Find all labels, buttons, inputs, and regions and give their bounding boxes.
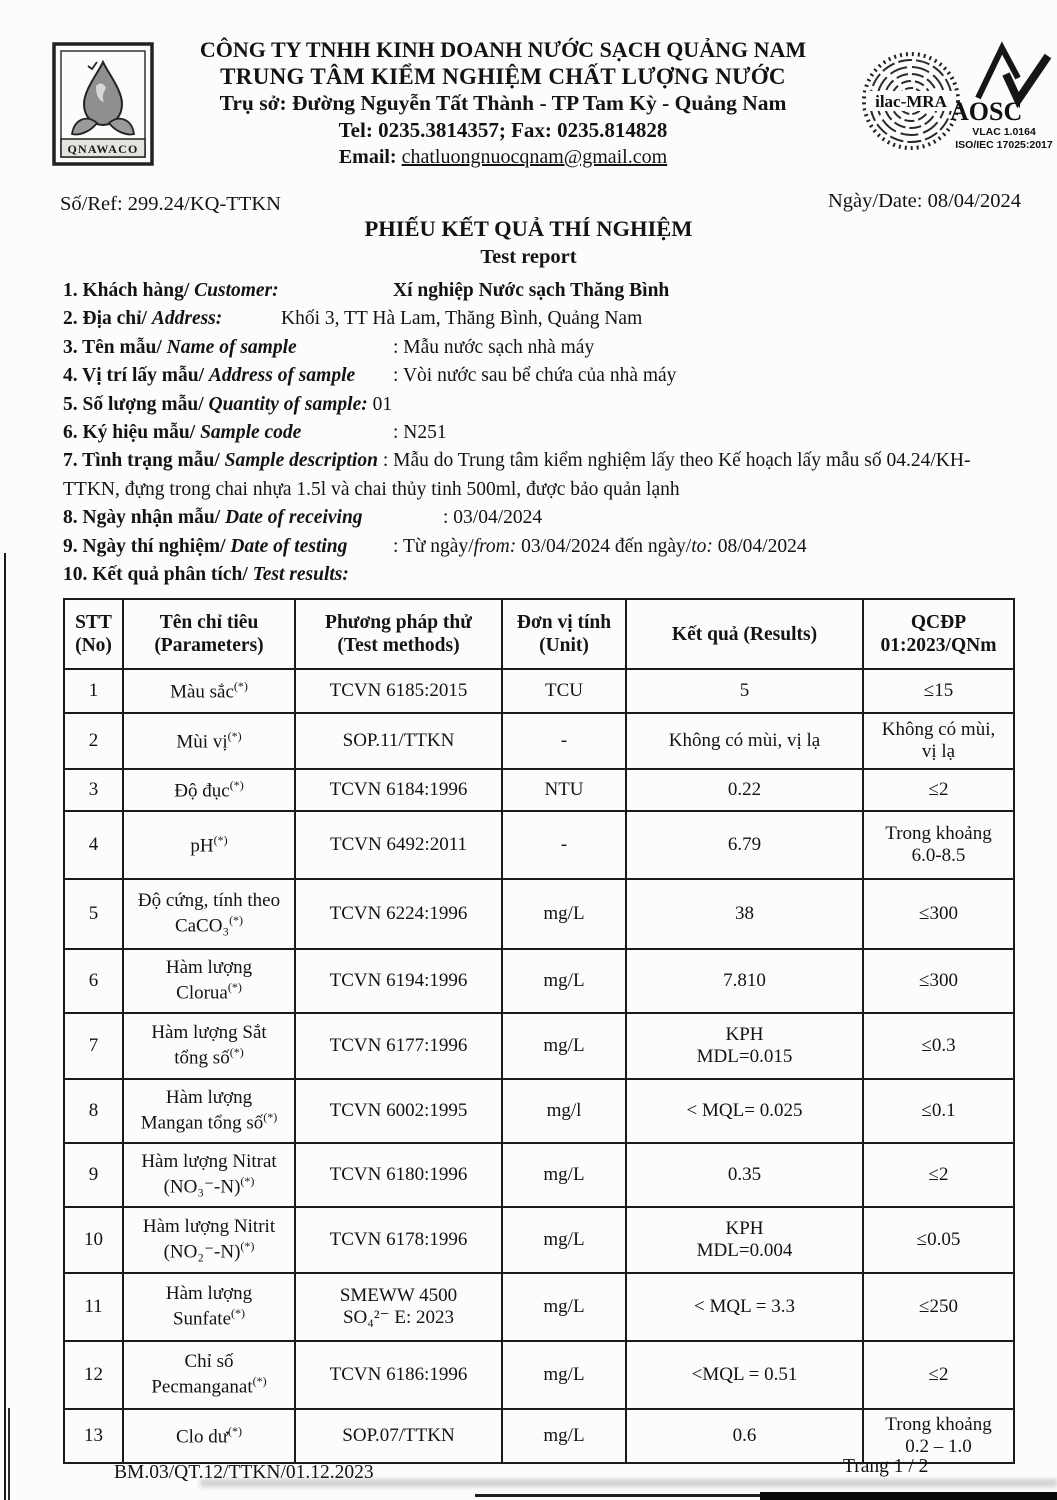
- cell-no: 3: [64, 769, 123, 811]
- cell-result: 6.79: [626, 811, 863, 879]
- document-subtitle: Test report: [480, 246, 577, 268]
- letterhead: [150, 36, 856, 171]
- col-header-unit: Đơn vị tính (Unit): [502, 599, 626, 669]
- table-row: [64, 879, 1014, 949]
- info-label: 9. Ngày thí nghiệm/: [63, 535, 226, 557]
- form-code: BM.03/QT.12/TTKN/01.12.2023: [114, 1462, 374, 1483]
- table-row: [64, 1079, 1014, 1143]
- cell-unit: -: [502, 811, 626, 879]
- table-row: [64, 669, 1014, 713]
- results-table: [63, 598, 1015, 1464]
- table-row: [64, 1013, 1014, 1079]
- col-header-parameters: Tên chỉ tiêu (Parameters): [123, 599, 295, 669]
- qnawaco-logo: [52, 42, 154, 171]
- cell-unit: mg/L: [502, 1143, 626, 1207]
- table-row: [64, 1409, 1014, 1463]
- info-item-test-results: [63, 561, 1015, 589]
- cell-no: 1: [64, 669, 123, 713]
- info-label: 4. Vị trí lấy mẫu/: [63, 365, 205, 387]
- info-item-date-testing: 9. Ngày thí nghiệm/ Date of testing : Từ ngày/from: 03/04/2024 đến ngày/to: 08/04/2024: [63, 535, 807, 557]
- cell-no: 9: [64, 1143, 123, 1207]
- cell-limit: ≤2: [863, 769, 1014, 811]
- table-row: [64, 1273, 1014, 1341]
- scan-smudge: [200, 1479, 1057, 1487]
- cell-limit: Trong khoảng 0.2 – 1.0: [863, 1409, 1014, 1463]
- cell-result: 38: [626, 879, 863, 949]
- cell-method: TCVN 6180:1996: [295, 1143, 502, 1207]
- cell-parameter: Hàm lượng Nitrit (NO₂⁻-N)(*): [123, 1207, 295, 1273]
- date-receiving-value: : 03/04/2024: [443, 507, 543, 529]
- cell-no: 2: [64, 713, 123, 769]
- email-address: chatluongnuocqnam@gmail.com: [401, 146, 668, 168]
- col-header-limit: QCĐP 01:2023/QNm: [863, 599, 1014, 669]
- info-label-en: Date of receiving: [225, 507, 363, 529]
- scan-edge-line: [4, 553, 6, 1500]
- cell-parameter: pH(*): [123, 811, 295, 879]
- left-hand-icon: [72, 119, 97, 135]
- cell-unit: NTU: [502, 769, 626, 811]
- cell-unit: TCU: [502, 669, 626, 713]
- info-label: 7. Tình trạng mẫu/: [63, 450, 220, 472]
- report-date: Ngày/Date: 08/04/2024: [827, 190, 1021, 212]
- cell-method: TCVN 6492:2011: [295, 811, 502, 879]
- cell-result: 0.35: [626, 1143, 863, 1207]
- cell-method: TCVN 6178:1996: [295, 1207, 502, 1273]
- cell-result: 7.810: [626, 949, 863, 1013]
- cell-result: < MQL= 0.025: [626, 1079, 863, 1143]
- cell-limit: ≤0.3: [863, 1013, 1014, 1079]
- cell-unit: mg/L: [502, 949, 626, 1013]
- email-line: [150, 144, 856, 171]
- tel-fax-line: Tel: 0235.3814357; Fax: 0235.814828: [338, 118, 668, 142]
- info-label-en: Address:: [151, 308, 223, 330]
- info-label-en: Quantity of sample:: [208, 393, 368, 415]
- cell-limit: Trong khoảng 6.0-8.5: [863, 811, 1014, 879]
- cell-parameter: Mùi vị(*): [123, 713, 295, 769]
- info-item-date-receiving: [63, 504, 1015, 532]
- aosc-cert-2: ISO/IEC 17025:2017: [955, 139, 1053, 151]
- cell-unit: -: [502, 713, 626, 769]
- cell-method: SOP.07/TTKN: [295, 1409, 502, 1463]
- cell-unit: mg/L: [502, 1207, 626, 1273]
- info-label: 1. Khách hàng/: [63, 280, 190, 301]
- info-label: 3. Tên mẫu/: [63, 336, 162, 358]
- cell-limit: ≤2: [863, 1143, 1014, 1207]
- cell-unit: mg/L: [502, 1013, 626, 1079]
- sample-address-value: : Vòi nước sau bể chứa của nhà máy: [393, 365, 677, 387]
- info-label-en: Sample code: [200, 422, 302, 444]
- info-label: 6. Ký hiệu mẫu/: [63, 422, 196, 444]
- aosc-logo: [948, 36, 1056, 161]
- cell-parameter: Chỉ số Pecmanganat(*): [123, 1341, 295, 1409]
- cell-unit: mg/l: [502, 1079, 626, 1143]
- right-hand-icon: [109, 119, 134, 135]
- cell-parameter: Hàm lượng Clorua(*): [123, 949, 295, 1013]
- info-item-customer: [63, 277, 1015, 305]
- cell-result: KPH MDL=0.004: [626, 1207, 863, 1273]
- cell-unit: mg/L: [502, 1273, 626, 1341]
- info-item-sample-description: [63, 447, 1015, 504]
- cell-no: 4: [64, 811, 123, 879]
- cell-limit: Không có mùi, vị lạ: [863, 713, 1014, 769]
- ilac-mra-seal: [860, 50, 962, 157]
- qnawaco-logo-graphic: [52, 42, 154, 166]
- date-testing-value: : Từ ngày/: [393, 535, 474, 557]
- info-label-en: Customer:: [194, 280, 279, 301]
- cell-parameter: Clo dư(*): [123, 1409, 295, 1463]
- cell-parameter: Hàm lượng Mangan tổng số(*): [123, 1079, 295, 1143]
- info-item-sample-address: [63, 362, 1015, 390]
- info-label: 10. Kết quả phân tích/: [63, 564, 248, 586]
- cell-no: 6: [64, 949, 123, 1013]
- results-tbody: [64, 669, 1014, 1463]
- page-number: Trang 1 / 2: [843, 1456, 929, 1477]
- cell-limit: ≤2: [863, 1341, 1014, 1409]
- cell-parameter: Hàm lượng Sắt tổng số(*): [123, 1013, 295, 1079]
- quantity-value: 01: [372, 393, 393, 415]
- sample-name-value: : Mẫu nước sạch nhà máy: [393, 336, 595, 358]
- cell-method: SMEWW 4500 SO₄²⁻ E: 2023: [295, 1273, 502, 1341]
- scan-bar-thick: [760, 1492, 1057, 1500]
- cell-limit: ≤0.05: [863, 1207, 1014, 1273]
- info-item-quantity: [63, 391, 1015, 419]
- info-label-en: Address of sample: [208, 365, 356, 387]
- cell-result: 0.22: [626, 769, 863, 811]
- aosc-logo-graphic: [948, 36, 1056, 156]
- cell-no: 5: [64, 879, 123, 949]
- table-row: [64, 1207, 1014, 1273]
- table-row: [64, 713, 1014, 769]
- address-value: Khối 3, TT Hà Lam, Thăng Bình, Quảng Nam: [281, 308, 643, 330]
- table-row: [64, 949, 1014, 1013]
- cell-no: 12: [64, 1341, 123, 1409]
- info-label: 2. Địa chỉ/: [63, 308, 147, 330]
- cell-method: TCVN 6177:1996: [295, 1013, 502, 1079]
- col-header-stt: STT (No): [64, 599, 123, 669]
- cell-method: TCVN 6185:2015: [295, 669, 502, 713]
- cell-limit: ≤300: [863, 879, 1014, 949]
- company-name: CÔNG TY TNHH KINH DOANH NƯỚC SẠCH QUẢNG NAM: [199, 37, 807, 62]
- table-row: [64, 1143, 1014, 1207]
- cell-limit: ≤250: [863, 1273, 1014, 1341]
- cell-unit: mg/L: [502, 1341, 626, 1409]
- ilac-mra-graphic: [860, 50, 962, 152]
- cell-result: 5: [626, 669, 863, 713]
- cell-parameter: Hàm lượng Nitrat (NO₃⁻-N)(*): [123, 1143, 295, 1207]
- cell-parameter: Độ đục(*): [123, 769, 295, 811]
- cell-no: 13: [64, 1409, 123, 1463]
- bird-icon: [88, 62, 97, 69]
- cell-limit: ≤15: [863, 669, 1014, 713]
- scan-edge-line-2: [8, 1408, 10, 1500]
- cell-method: TCVN 6224:1996: [295, 879, 502, 949]
- center-name: TRUNG TÂM KIỂM NGHIỆM CHẤT LƯỢNG NƯỚC: [220, 64, 786, 89]
- cell-result: KPH MDL=0.015: [626, 1013, 863, 1079]
- info-label: 8. Ngày nhận mẫu/: [63, 507, 221, 529]
- info-label-en: Date of testing: [230, 535, 348, 557]
- cell-parameter: Màu sắc(*): [123, 669, 295, 713]
- cell-method: SOP.11/TTKN: [295, 713, 502, 769]
- aosc-cert-1: VLAC 1.0164: [972, 126, 1036, 138]
- scan-bar-thin: [475, 1494, 765, 1497]
- table-header-row: [64, 599, 1014, 669]
- table-row: [64, 811, 1014, 879]
- info-item-sample-code: [63, 419, 1015, 447]
- cell-unit: mg/L: [502, 1409, 626, 1463]
- table-row: [64, 1341, 1014, 1409]
- cell-no: 7: [64, 1013, 123, 1079]
- qnawaco-logo-text: QNAWACO: [67, 142, 139, 156]
- cell-parameter: Hàm lượng Sunfate(*): [123, 1273, 295, 1341]
- cell-result: < MQL = 3.3: [626, 1273, 863, 1341]
- info-label-en: Test results:: [252, 564, 349, 586]
- sample-code-value: : N251: [393, 422, 447, 444]
- cell-method: TCVN 6186:1996: [295, 1341, 502, 1409]
- info-label-en: Sample description: [224, 450, 378, 472]
- cell-result: 0.6: [626, 1409, 863, 1463]
- company-address: Trụ sở: Đường Nguyễn Tất Thành - TP Tam Kỳ - Quảng Nam: [219, 91, 787, 115]
- cell-result: <MQL = 0.51: [626, 1341, 863, 1409]
- table-row: [64, 769, 1014, 811]
- cell-no: 10: [64, 1207, 123, 1273]
- ilac-mra-text: ilac-MRA: [875, 92, 947, 111]
- cell-unit: mg/L: [502, 879, 626, 949]
- ref-number: Số/Ref: 299.24/KQ-TTKN: [60, 193, 281, 215]
- document-title: PHIẾU KẾT QUẢ THÍ NGHIỆM: [364, 216, 693, 241]
- customer-value: Xí nghiệp Nước sạch Thăng Bình: [393, 280, 670, 301]
- cell-method: TCVN 6194:1996: [295, 949, 502, 1013]
- cell-no: 8: [64, 1079, 123, 1143]
- sample-description-value: : Mẫu do Trung tâm kiểm nghiệm lấy theo Kế hoạch lấy mẫu số 04.24/KH-TTKN, đựng trong chai nhựa 1.5l và chai thủy tinh 500ml, được bảo quản lạnh: [63, 450, 971, 500]
- cell-method: TCVN 6002:1995: [295, 1079, 502, 1143]
- info-label: 5. Số lượng mẫu/: [63, 393, 204, 415]
- cell-parameter: Độ cứng, tính theo CaCO₃(*): [123, 879, 295, 949]
- cell-method: TCVN 6184:1996: [295, 769, 502, 811]
- sample-info-list: [63, 277, 1015, 589]
- info-item-address: [63, 305, 1015, 333]
- cell-limit: ≤300: [863, 949, 1014, 1013]
- email-label: Email:: [338, 146, 397, 168]
- col-header-results: Kết quả (Results): [626, 599, 863, 669]
- cell-no: 11: [64, 1273, 123, 1341]
- info-item-sample-name: [63, 334, 1015, 362]
- col-header-methods: Phương pháp thử (Test methods): [295, 599, 502, 669]
- cell-limit: ≤0.1: [863, 1079, 1014, 1143]
- info-label-en: Name of sample: [166, 336, 297, 358]
- aosc-text: AOSC: [950, 97, 1023, 126]
- cell-result: Không có mùi, vị lạ: [626, 713, 863, 769]
